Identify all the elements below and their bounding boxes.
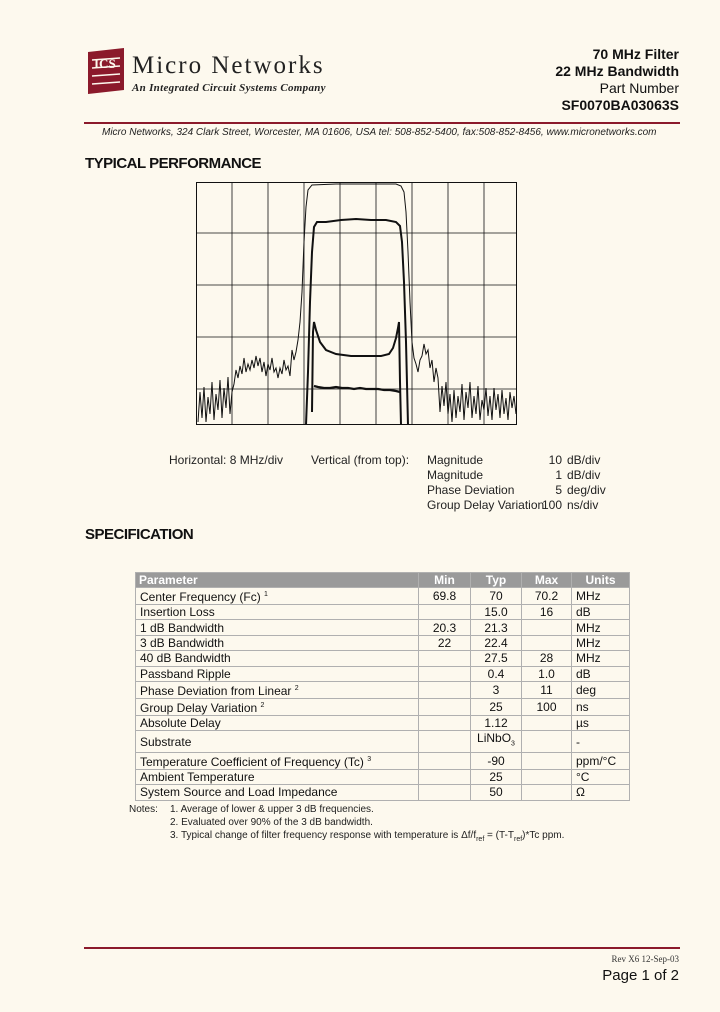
company-tagline: An Integrated Circuit Systems Company: [132, 82, 326, 94]
parameter-cell: 3 dB Bandwidth: [136, 635, 419, 650]
parameter-cell: 40 dB Bandwidth: [136, 651, 419, 666]
units-cell: dB: [572, 666, 630, 681]
min-cell: 69.8: [419, 588, 471, 605]
typ-cell: 25: [471, 769, 522, 784]
header-rule: [84, 122, 680, 124]
legend-values: [520, 453, 562, 513]
vertical-scale-label: Vertical (from top):: [311, 453, 410, 467]
units-cell: dB: [572, 605, 630, 620]
document-title-block: [555, 46, 679, 114]
typ-cell: LiNbO$_3$: [471, 731, 522, 752]
horizontal-scale-label: Horizontal: 8 MHz/div: [169, 453, 284, 467]
units-cell: µs: [572, 715, 630, 730]
typ-cell: 70: [471, 588, 522, 605]
parameter-cell: Center Frequency (Fc) $^1$: [136, 588, 419, 605]
legend-row-value: 10: [548, 453, 562, 467]
parameter-cell: Ambient Temperature: [136, 769, 419, 784]
title-line-1: 70 MHz Filter: [592, 46, 679, 62]
legend-row-value: 5: [555, 483, 562, 497]
company-address: Micro Networks, 324 Clark Street, Worcester, MA 01606, USA tel: 508-852-5400, fax:508-852-8456, www.micronetworks.com: [102, 127, 657, 138]
parameter-cell: Phase Deviation from Linear $^2$: [136, 681, 419, 698]
parameter-cell: Absolute Delay: [136, 715, 419, 730]
max-cell: [522, 715, 572, 730]
max-cell: 28: [522, 651, 572, 666]
max-cell: 70.2: [522, 588, 572, 605]
table-row: [136, 588, 630, 605]
max-cell: 11: [522, 681, 572, 698]
min-cell: [419, 752, 471, 769]
legend-row-value: 100: [541, 498, 562, 512]
table-row: [136, 605, 630, 620]
parameter-cell: Temperature Coefficient of Frequency (Tc) $^3$: [136, 752, 419, 769]
units-cell: MHz: [572, 588, 630, 605]
performance-plot: [196, 182, 518, 431]
legend-row-unit: dB/div: [567, 453, 601, 467]
max-cell: [522, 635, 572, 650]
legend-row-unit: ns/div: [567, 498, 599, 512]
min-cell: [419, 666, 471, 681]
column-header-typ: Typ: [471, 573, 522, 588]
legend-row-unit: deg/div: [567, 483, 606, 497]
typ-cell: 50: [471, 785, 522, 800]
note-3: 3. Typical change of filter frequency response with temperature is $\Delta f/f_{ref} = (T-T_{ref})*Tc$ ppm.: [170, 830, 565, 843]
table-row: [136, 715, 630, 730]
units-cell: deg: [572, 681, 630, 698]
table-row: [136, 752, 630, 769]
min-cell: [419, 731, 471, 752]
min-cell: [419, 605, 471, 620]
parameter-cell: Substrate: [136, 731, 419, 752]
max-cell: 1.0: [522, 666, 572, 681]
legend-row-value: 1: [555, 468, 562, 482]
min-cell: [419, 681, 471, 698]
column-header-units: Units: [572, 573, 630, 588]
part-number-label: Part Number: [599, 80, 679, 96]
note-1: 1. Average of lower & upper 3 dB frequencies.: [170, 804, 374, 815]
typ-cell: 27.5: [471, 651, 522, 666]
footer-rule: [84, 947, 680, 949]
company-name: Micro Networks: [132, 52, 325, 79]
max-cell: [522, 769, 572, 784]
typ-cell: 15.0: [471, 605, 522, 620]
part-number: SF0070BA03063S: [561, 97, 679, 113]
table-row: [136, 651, 630, 666]
max-cell: [522, 731, 572, 752]
performance-heading: TYPICAL PERFORMANCE: [85, 155, 262, 172]
max-cell: [522, 752, 572, 769]
table-header-row: [136, 573, 630, 588]
column-header-min: Min: [419, 573, 471, 588]
typ-cell: 0.4: [471, 666, 522, 681]
min-cell: 20.3: [419, 620, 471, 635]
table-row: [136, 698, 630, 715]
note-2: 2. Evaluated over 90% of the 3 dB bandwidth.: [170, 817, 373, 828]
typ-cell: 21.3: [471, 620, 522, 635]
units-cell: MHz: [572, 651, 630, 666]
legend-row-name: Magnitude: [427, 453, 484, 467]
parameter-cell: 1 dB Bandwidth: [136, 620, 419, 635]
max-cell: 16: [522, 605, 572, 620]
table-row: [136, 635, 630, 650]
units-cell: -: [572, 731, 630, 752]
table-row: [136, 681, 630, 698]
notes-list: [170, 803, 564, 846]
company-logo: [84, 46, 128, 96]
typ-cell: 3: [471, 681, 522, 698]
legend-row-name: Group Delay Variation: [427, 498, 545, 512]
table-row: [136, 731, 630, 752]
units-cell: Ω: [572, 785, 630, 800]
revision-label: Rev X6 12-Sep-03: [611, 954, 679, 964]
typ-cell: 1.12: [471, 715, 522, 730]
column-header-parameter: Parameter: [136, 573, 419, 588]
min-cell: [419, 715, 471, 730]
legend-row-name: Magnitude: [427, 468, 484, 482]
table-row: [136, 769, 630, 784]
svg-text:ICS: ICS: [94, 56, 116, 71]
typ-cell: -90: [471, 752, 522, 769]
legend-units: [567, 453, 606, 513]
max-cell: [522, 620, 572, 635]
table-row: [136, 666, 630, 681]
legend-row-name: Phase Deviation: [427, 483, 515, 497]
table-row: [136, 785, 630, 800]
max-cell: [522, 785, 572, 800]
specification-heading: SPECIFICATION: [85, 526, 194, 543]
min-cell: 22: [419, 635, 471, 650]
table-row: [136, 620, 630, 635]
parameter-cell: System Source and Load Impedance: [136, 785, 419, 800]
min-cell: [419, 785, 471, 800]
units-cell: ns: [572, 698, 630, 715]
typ-cell: 25: [471, 698, 522, 715]
units-cell: ppm/°C: [572, 752, 630, 769]
specification-table: [135, 572, 630, 801]
title-line-2: 22 MHz Bandwidth: [555, 63, 679, 79]
units-cell: MHz: [572, 620, 630, 635]
notes-label: Notes:: [129, 804, 158, 815]
column-header-max: Max: [522, 573, 572, 588]
parameter-cell: Insertion Loss: [136, 605, 419, 620]
min-cell: [419, 698, 471, 715]
units-cell: °C: [572, 769, 630, 784]
legend-row-unit: dB/div: [567, 468, 601, 482]
typ-cell: 22.4: [471, 635, 522, 650]
max-cell: 100: [522, 698, 572, 715]
min-cell: [419, 651, 471, 666]
min-cell: [419, 769, 471, 784]
parameter-cell: Passband Ripple: [136, 666, 419, 681]
page-number: Page 1 of 2: [602, 967, 679, 984]
parameter-cell: Group Delay Variation $^2$: [136, 698, 419, 715]
units-cell: MHz: [572, 635, 630, 650]
